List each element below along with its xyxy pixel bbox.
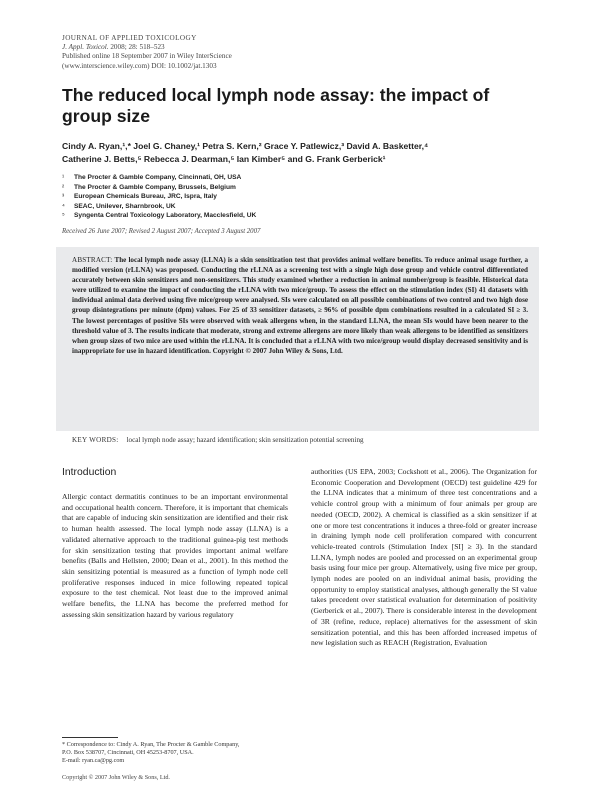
journal-name: JOURNAL OF APPLIED TOXICOLOGY: [62, 34, 197, 42]
body-column-right: authorities (US EPA, 2003; Cockshott et al., 2006). The Organization for Economic Cooperation and Development (OECD) test guideline 429 for the LLNA indicates that a minimum of three test concentrations and a vehicle control group with a minimum of four animals per group are needed (OECD, 2002). A chemical is classified as a skin sensitizer if at one or more test concentrations it induces a three-fold or greater increase in draining lymph node cell proliferation compared with concurrent vehicle-treated controls (Stimulation Index [SI] ≥ 3). In the standard LLNA, lymph nodes are pooled and processed on an experimental group basis using four mice per group. Alternatively, using five mice per group, lymph nodes are pooled on an individual animal basis, providing the opportunity to employ statistical analyses, although generally the SI value takes precedent over statistical evaluation for determination of positivity (Gerberick et al., 2007). There is considerable interest in the development of 3R (refine, reduce, replace) alternatives for the assessment of skin sensitization potential, and this has been afforded increased impetus of new legislation such as REACH (Registration, Evaluation: [311, 467, 537, 648]
affiliation-number: ²: [62, 183, 65, 191]
affiliation-number: ³: [62, 193, 65, 201]
affiliation-number: ¹: [62, 174, 65, 181]
footnote-rule: [62, 737, 118, 738]
journal-citation: [62, 43, 232, 52]
affiliation-number: ⁴: [62, 202, 65, 210]
citation-rest: 2008; 28: 518–523: [108, 43, 165, 52]
authors-line-1: Cindy A. Ryan,¹,* Joel G. Chaney,¹ Petra S. Kern,² Grace Y. Patlewicz,³ David A. Basketter,⁴: [62, 141, 429, 151]
affiliation-text: The Procter & Gamble Company, Cincinnati, OH, USA: [74, 174, 242, 181]
footnote-email: E-mail: ryan.ca@pg.com: [62, 757, 125, 765]
affiliation-text: The Procter & Gamble Company, Brussels, Belgium: [74, 183, 236, 191]
affiliation-text: European Chemicals Bureau, JRC, Ispra, Italy: [74, 193, 217, 201]
keywords: [72, 436, 532, 444]
affiliations: [62, 173, 532, 221]
section-heading: Introduction: [62, 467, 117, 478]
affiliation-text: Syngenta Central Toxicology Laboratory, Macclesfield, UK: [74, 212, 257, 220]
article-title: The reduced local lymph node assay: the impact of group size: [62, 85, 490, 126]
published-online: Published online 18 September 2007 in Wiley InterScience: [62, 52, 232, 61]
copyright-line: Copyright © 2007 John Wiley & Sons, Ltd.: [62, 774, 170, 781]
url-doi: (www.interscience.wiley.com) DOI: 10.1002/jat.1303: [62, 61, 217, 70]
footnote-line: * Correspondence to: Cindy A. Ryan, The Procter & Gamble Company,: [62, 741, 240, 748]
affiliation: [62, 173, 532, 183]
affiliation: [62, 192, 532, 202]
affiliation: [62, 183, 532, 193]
citation-abbrev: J. Appl. Toxicol.: [62, 43, 109, 52]
body-column-left: Allergic contact dermatitis continues to be an important environmental and occupational health concern. Therefore, it is important that chemicals that are capable of inducing skin sensitization are identified and their risk to human health assessed. The local lymph node assay (LLNA) is a validated alternative approach to the traditional guinea-pig test methods for skin sensitization testing that provides important animal welfare benefits (Balls and Hellsten, 2000; Dean et al., 2001). In this method the skin sensitizing potential is measured as a function of lymph node cell proliferative responses induced in mice following repeated topical exposure to the test chemical. Not least due to the improved animal welfare benefits, the LLNA has become the preferred method for assessing skin sensitization hazard by various regulatory: [62, 492, 288, 619]
article-dates: Received 26 June 2007; Revised 2 August 2007; Accepted 3 August 2007: [62, 228, 261, 235]
keywords-label: KEY WORDS:: [72, 436, 119, 444]
authors-line-2: Catherine J. Betts,⁵ Rebecca J. Dearman,⁵ Ian Kimber⁵ and G. Frank Gerberick¹: [62, 153, 386, 164]
affiliation: [62, 202, 532, 212]
abstract-text: The local lymph node assay (LLNA) is a skin sensitization test that provides animal welfare benefits. To reduce animal usage further, a modified version (rLLNA) was proposed. Conducting the rLLNA as a screening test with a single high dose group and vehicle control differentiated accurately between skin sensitizers and non-sensitizers. This study examined whether a reduction in animal number/group is feasible. Historical data were utilized to examine the impact of conducting the rLLNA with two mice/group. To assess the effect on the stimulation index (SI) 41 datasets with individual animal data derived using five mice/group were analysed. SIs were calculated on all possible combinations of two control and two high dose group disintegrations per minute (dpm) values. For 25 of 33 sensitizer datasets, ≥ 96% of possible dpm combinations resulted in a calculated SI ≥ 3. The lowest percentages of positive SIs were observed with weak allergens when, in the standard LLNA, the mean SIs would have been nearer to the threshold value of 3. The results indicate that moderate, strong and extreme allergens are more likely than weak allergens to be identified as sensitizers when group sizes of two mice are used within the rLLNA. It is concluded that a rLLNA with two mice/group would display decreased sensitivity and is inappropriate for use in hazard identification. Copyright © 2007 John Wiley & Sons, Ltd.: [72, 256, 528, 355]
abstract: [72, 255, 528, 356]
journal-header: [62, 34, 232, 71]
footnote-line: P.O. Box 538707, Cincinnati, OH 45253-8707, USA.: [62, 749, 194, 757]
abstract-label: ABSTRACT:: [72, 256, 113, 264]
affiliation-number: ⁵: [62, 212, 65, 220]
affiliation-text: SEAC, Unilever, Sharnbrook, UK: [74, 202, 176, 210]
affiliation: [62, 211, 532, 221]
author-list: [62, 140, 532, 165]
correspondence-footnote: [62, 741, 288, 766]
keywords-text: local lymph node assay; hazard identification; skin sensitization potential screening: [126, 436, 364, 444]
